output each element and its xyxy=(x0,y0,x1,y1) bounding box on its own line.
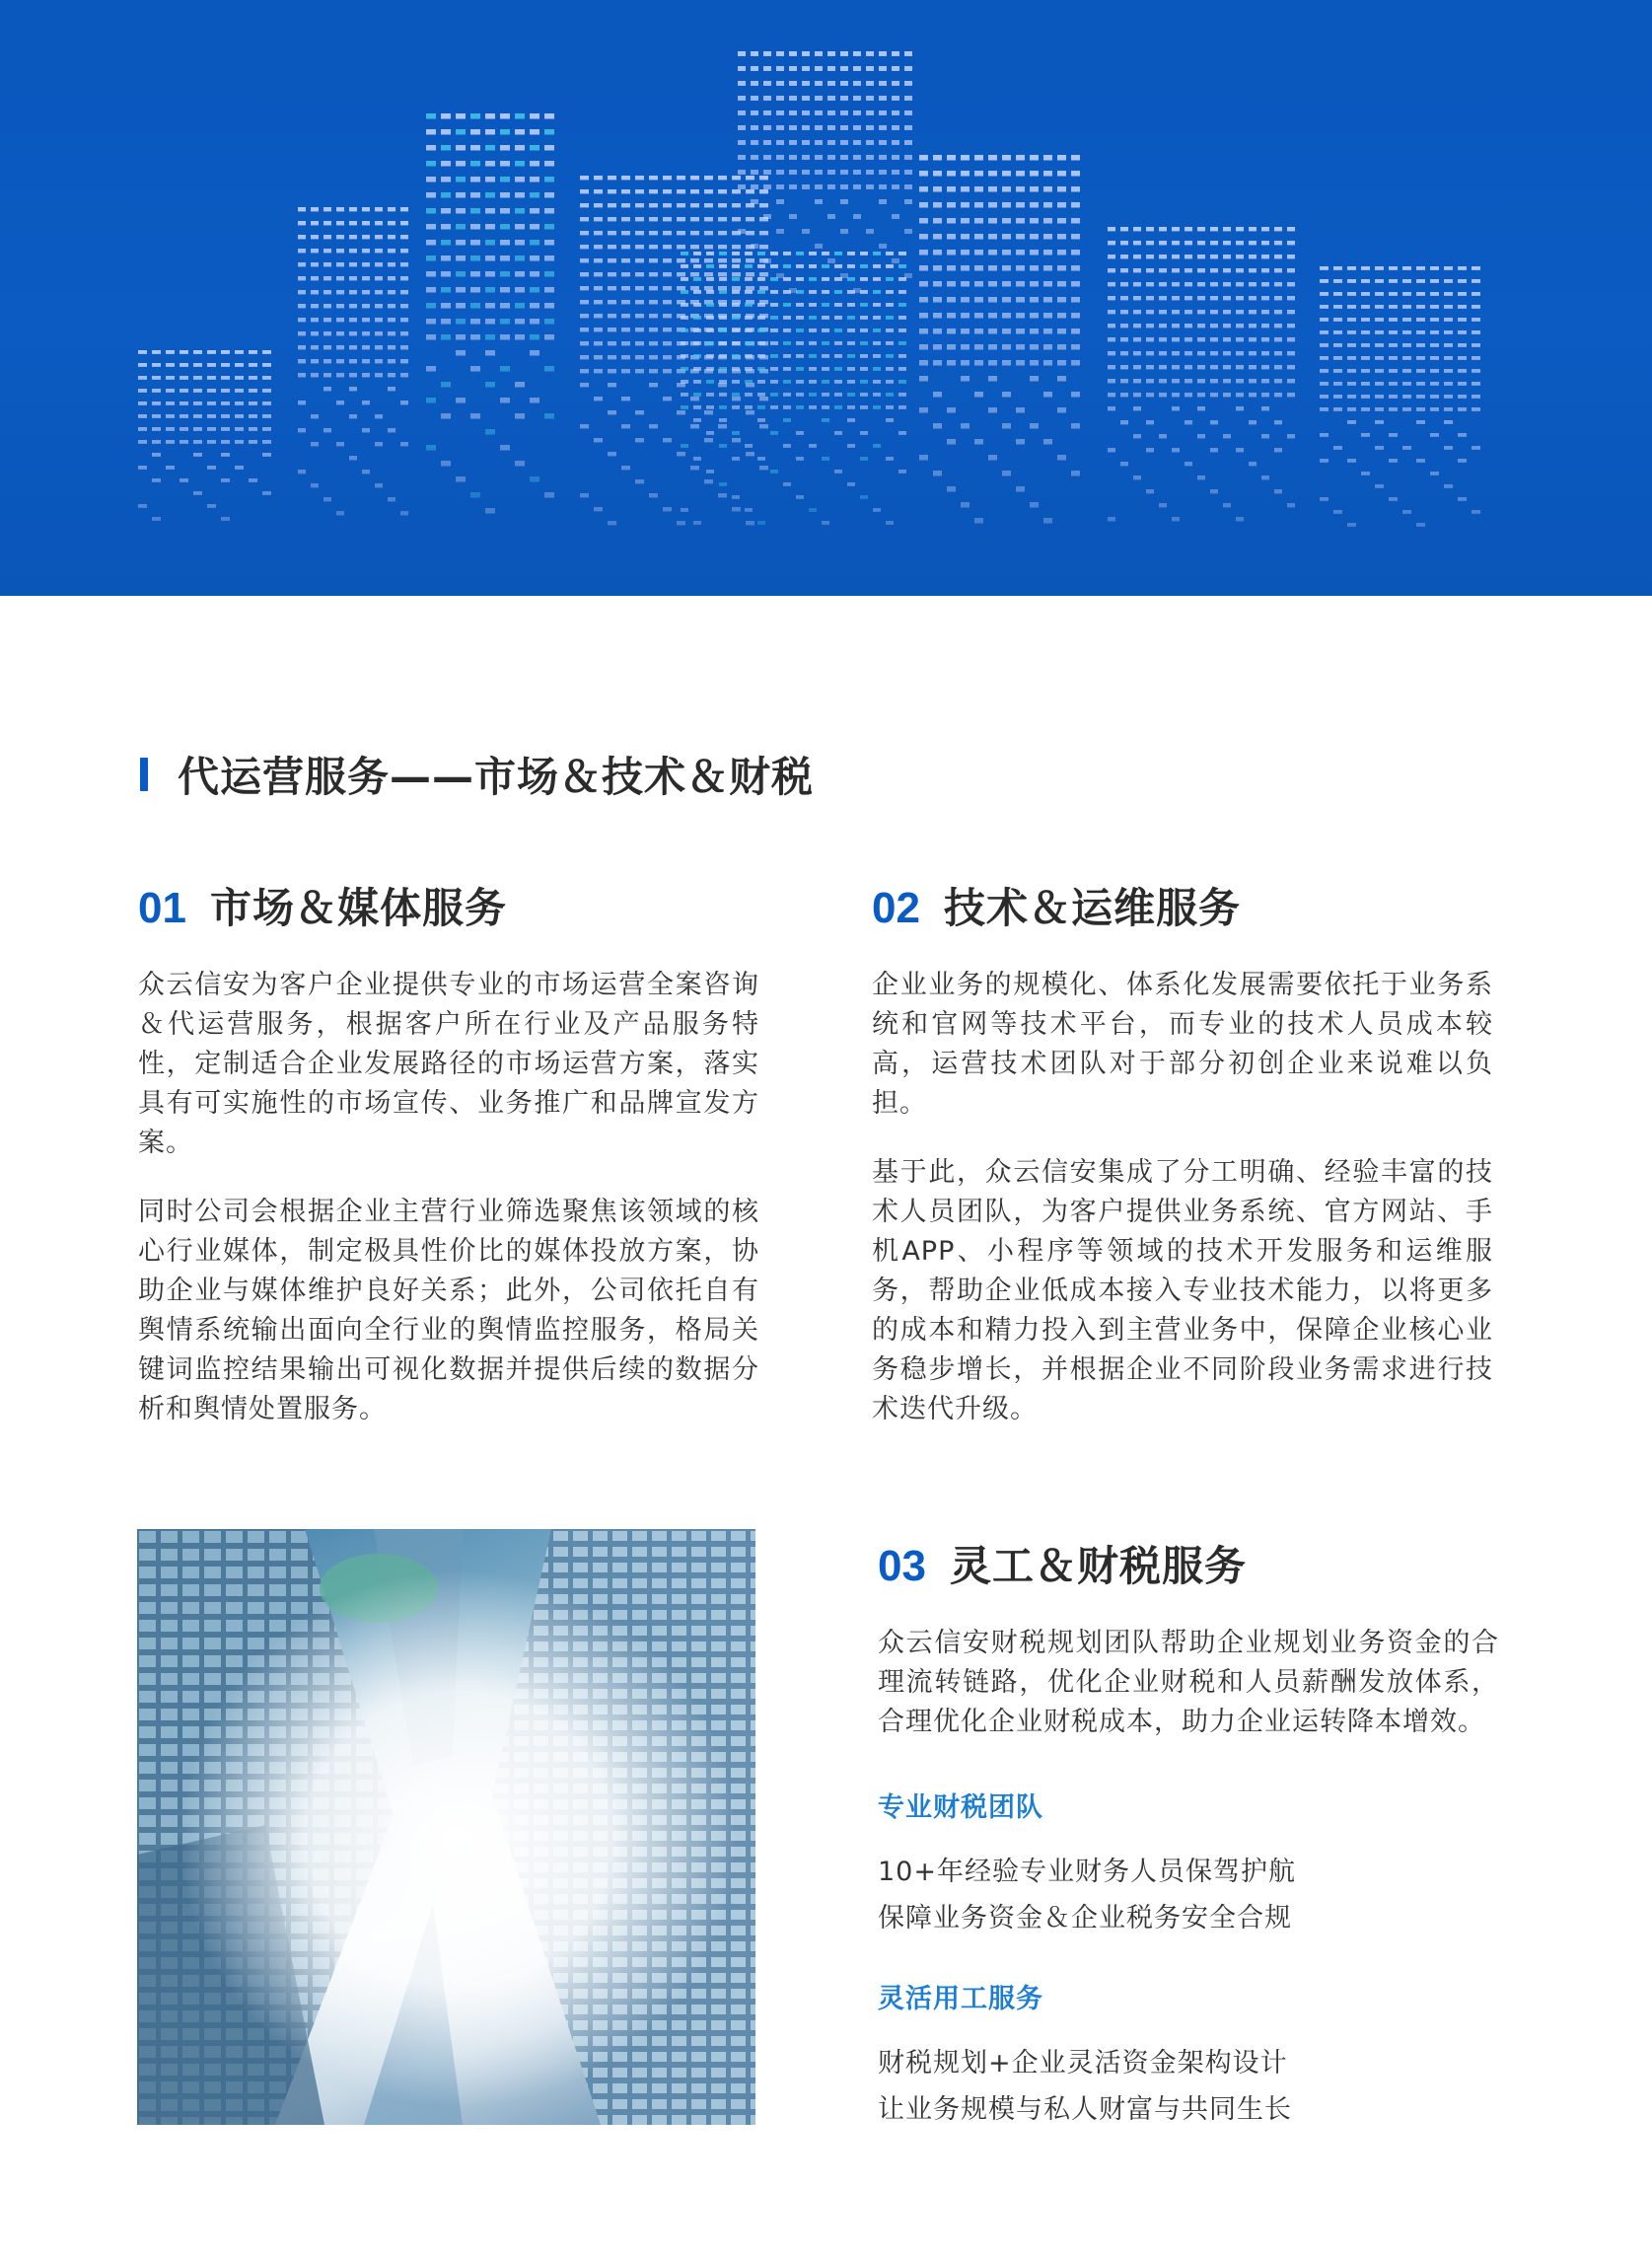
section-accent-bar xyxy=(140,758,148,791)
service-01-paragraph-2: 同时公司会根据企业主营行业筛选聚焦该领域的核心行业媒体，制定极具性价比的媒体投放方案，协助企业与媒体维护良好关系；此外，公司依托自有舆情系统输出面向全行业的舆情监控服务，格局关键词监控结果输出可视化数据并提供后续的数据分析和舆情处置服务。 xyxy=(138,1197,759,1424)
service-number: 02 xyxy=(872,884,920,932)
service-number: 01 xyxy=(138,884,186,932)
service-03-header xyxy=(878,1534,1247,1593)
service-title: 市场＆媒体服务 xyxy=(209,884,507,932)
skyline-building xyxy=(426,113,554,514)
skyline-building xyxy=(138,350,271,521)
service-number: 03 xyxy=(878,1542,926,1590)
section-header xyxy=(140,750,814,799)
service-03-paragraph-1: 众云信安财税规划团队帮助企业规划业务资金的合理流转链路，优化企业财税和人员薪酬发放体系，合理优化企业财税成本，助力企业运转降本增效。 xyxy=(878,1628,1499,1737)
skyline-building xyxy=(1320,266,1480,527)
feature-title-flexible-employment: 灵活用工服务 xyxy=(878,1984,1043,2014)
city-skyline-illustration xyxy=(0,0,1652,596)
skyline-building xyxy=(919,155,1080,524)
service-02-paragraph-2: 基于此，众云信安集成了分工明确、经验丰富的技术人员团队，为客户提供业务系统、官方网站、手机APP、小程序等领域的技术开发服务和运维服务，帮助企业低成本接入专业技术能力，以将更多的成本和精力投入到主营业务中，保障企业核心业务稳步增长，并根据企业不同阶段业务需求进行技术迭代升级。 xyxy=(872,1157,1493,1424)
hero-banner xyxy=(0,0,1652,596)
skyline-building xyxy=(298,207,408,515)
feature-line: 让业务规模与私人财富与共同生长 xyxy=(878,2094,1292,2125)
feature-line: 财税规划+企业灵活资金架构设计 xyxy=(878,2048,1288,2079)
feature-title-finance-team: 专业财税团队 xyxy=(878,1792,1043,1823)
skyline-building xyxy=(1108,227,1295,521)
service-01-header xyxy=(138,876,507,935)
service-01-paragraph-1: 众云信安为客户企业提供专业的市场运营全案咨询＆代运营服务，根据客户所在行业及产品服务特性，定制适合企业发展路径的市场运营方案，落实具有可实施性的市场宣传、业务推广和品牌宣发方案。 xyxy=(138,970,759,1158)
service-title: 灵工＆财税服务 xyxy=(949,1542,1247,1590)
feature-line: 10+年经验专业财务人员保驾护航 xyxy=(878,1857,1296,1887)
section-title: 代运营服务——市场＆技术＆财税 xyxy=(178,753,815,801)
skyline-building xyxy=(580,176,768,525)
skyline-building xyxy=(738,51,912,293)
office-buildings-photo xyxy=(137,1529,755,2125)
service-02-paragraph-1: 企业业务的规模化、体系化发展需要依托于业务系统和官网等技术平台，而专业的技术人员成本较高，运营技术团队对于部分初创企业来说难以负担。 xyxy=(872,970,1493,1119)
feature-line: 保障业务资金＆企业税务安全合规 xyxy=(878,1903,1292,1933)
service-title: 技术＆运维服务 xyxy=(943,884,1241,932)
service-02-header xyxy=(872,876,1241,935)
